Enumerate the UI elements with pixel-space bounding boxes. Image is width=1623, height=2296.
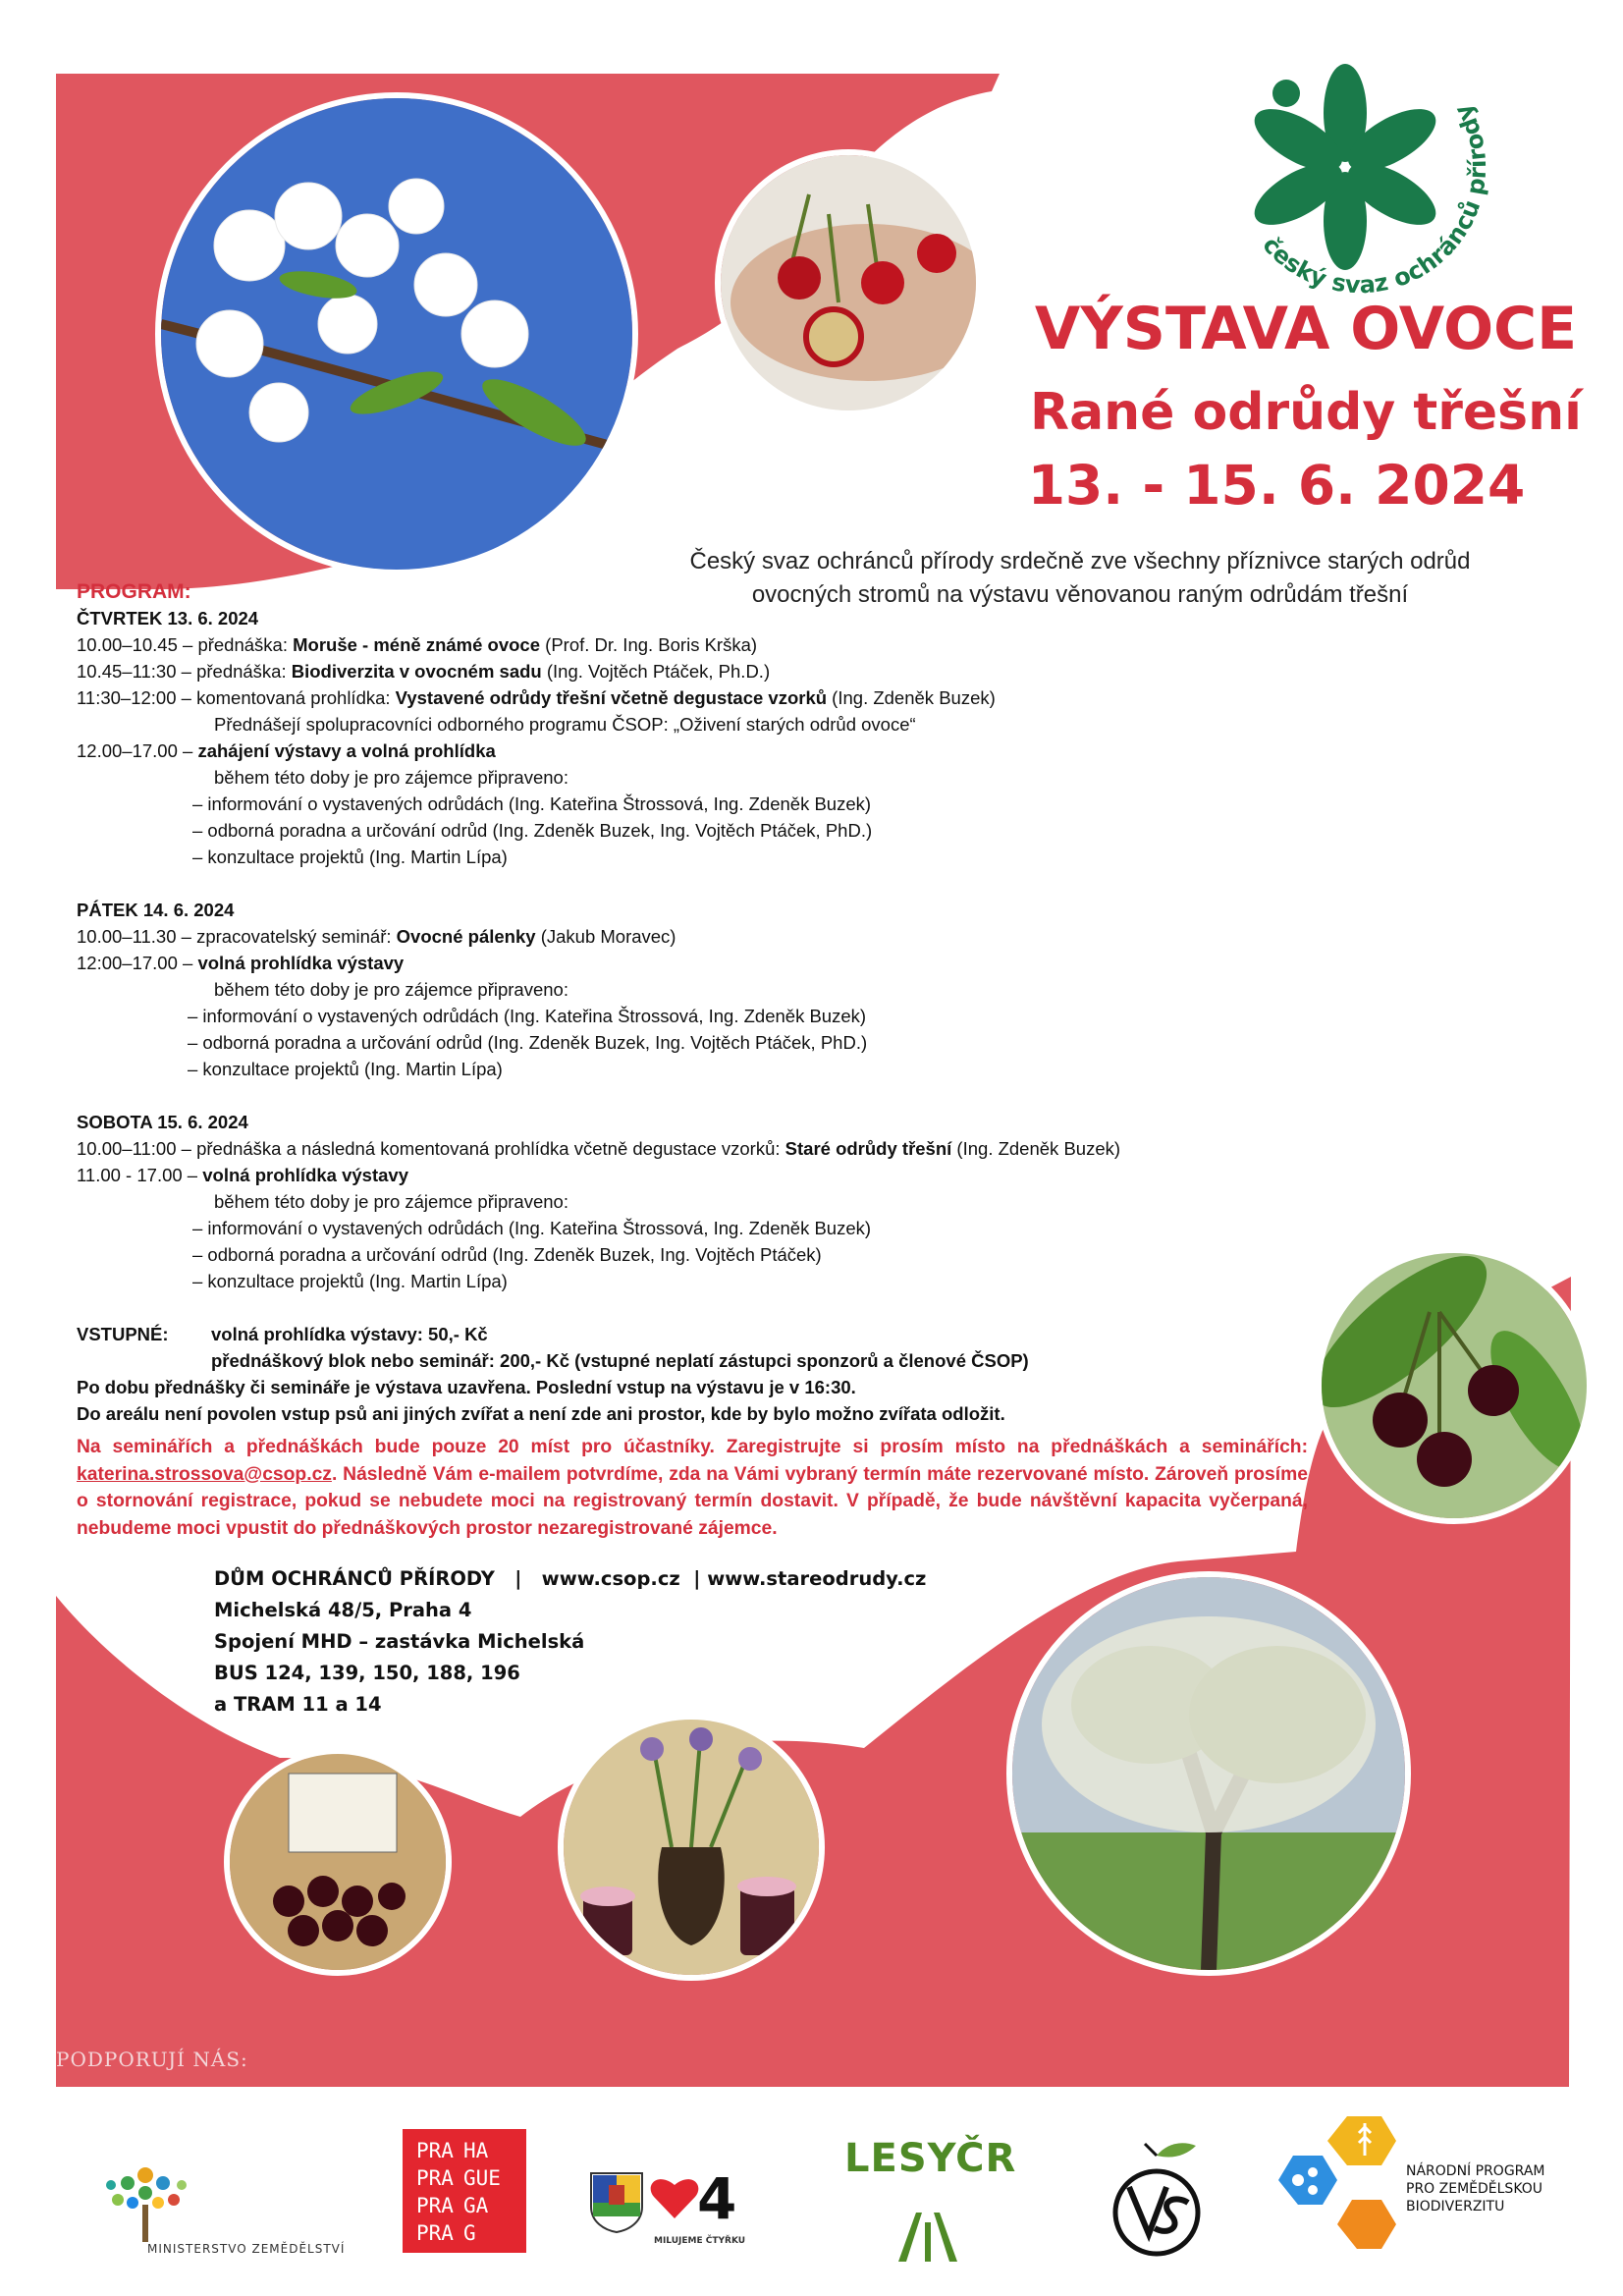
npb-line-3: BIODIVERZITU xyxy=(1406,2199,1505,2214)
cherry-tree-photo xyxy=(1006,1571,1411,1976)
saturday-sub-2: – odborná poradna a určování odrůd (Ing. Zdeněk Buzek, Ing. Vojtěch Ptáček) xyxy=(192,1244,822,1265)
praha-cell-3: PRA xyxy=(416,2166,454,2190)
intro-line-2: ovocných stromů na výstavu věnovanou raným odrůdám třešní xyxy=(751,581,1409,608)
animals-note: Do areálu není povolen vstup psů ani jiných zvířat a není zde ani prostor, kde by bylo možno zvířata odložit. xyxy=(77,1403,1005,1424)
thursday-item-2: 10.45–11:30 – přednáška: Biodiverzita v ovocném sadu (Ing. Vojtěch Ptáček, Ph.D.) xyxy=(77,661,771,682)
thursday-item-3: 11:30–12:00 – komentovaná prohlídka: Vystavené odrůdy třešní včetně degustace vzorků (Ing. Zdeněk Buzek) xyxy=(77,687,996,708)
venue-line-1: DŮM OCHRÁNCŮ PŘÍRODY | www.csop.cz | www.stareodrudy.cz xyxy=(214,1567,927,1590)
cherry-blossom-photo xyxy=(155,92,638,575)
cherry-basket-photo xyxy=(224,1748,452,1976)
thursday-day: ČTVRTEK 13. 6. 2024 xyxy=(77,608,259,629)
fee-entry: VSTUPNÉ: volná prohlídka výstavy: 50,- Kč xyxy=(77,1321,1314,1347)
thursday-item-4: 12.00–17.00 – zahájení výstavy a volná prohlídka xyxy=(77,740,496,761)
saturday-day: SOBOTA 15. 6. 2024 xyxy=(77,1112,248,1132)
event-title: VÝSTAVA OVOCE xyxy=(1034,295,1578,363)
saturday-item-1: 10.00–11:00 – přednáška a následná komentovaná prohlídka včetně degustace vzorků: Staré odrůdy třešní (Ing. Zdeněk Buzek) xyxy=(77,1138,1121,1159)
venue-line-2: Michelská 48/5, Praha 4 xyxy=(214,1599,472,1621)
thursday-prepared: během této doby je pro zájemce připraveno: xyxy=(214,767,568,788)
fee-label: VSTUPNÉ: xyxy=(77,1324,169,1344)
venue-info xyxy=(214,1563,960,1721)
sponsors-heading: PODPORUJÍ NÁS: xyxy=(56,2048,248,2071)
venue-line-5: a TRAM 11 a 14 xyxy=(214,1693,382,1716)
npb-line-2: PRO ZEMĚDĚLSKOU xyxy=(1406,2181,1542,2197)
praha-logo xyxy=(403,2129,526,2253)
thursday-note: Přednášejí spolupracovníci odborného programu ČSOP: „Oživení starých odrůd ovoce“ xyxy=(214,714,916,735)
thursday-sub-1: – informování o vystavených odrůdách (Ing. Kateřina Štrossová, Ing. Zdeněk Buzek) xyxy=(192,793,872,814)
friday-day: PÁTEK 14. 6. 2024 xyxy=(77,900,235,920)
praha-cell-5: PRA xyxy=(416,2194,454,2217)
friday-sub-3: – konzultace projektů (Ing. Martin Lípa) xyxy=(188,1059,503,1079)
praha-cell-6: GA xyxy=(463,2194,489,2217)
npb-label xyxy=(1406,2162,1544,2215)
venue-line-3: Spojení MHD – zastávka Michelská xyxy=(214,1630,585,1653)
vs-logo xyxy=(1098,2136,1216,2259)
saturday-sub-3: – konzultace projektů (Ing. Martin Lípa) xyxy=(192,1271,508,1291)
npb-line-1: NÁRODNÍ PROGRAM xyxy=(1406,2163,1545,2179)
mze-logo xyxy=(93,2156,349,2264)
praha-cell-2: HA xyxy=(463,2139,489,2162)
praha-cell-8: G xyxy=(463,2221,476,2245)
friday-item-1: 10.00–11.30 – zpracovatelský seminář: Ovocné pálenky (Jakub Moravec) xyxy=(77,926,676,947)
registration-notice: Na seminářích a přednáškách bude pouze 20 míst pro účastníky. Zaregistrujte si prosím místo na přednáškách a seminářích: katerina.strossova@csop.cz. Následně Vám e-mailem potvrdíme, zda na Vámi vybraný termín máte rezervované místo. Zároveň prosíme o stornování registrace, pokud se nebudete moci na registrovaný termín dostavit. V případě, že bude návštěvní kapacita vyčerpaná, nebudeme moci vpustit do přednáškových prostor nezaregistrované zájemce. xyxy=(77,1437,1308,1539)
saturday-item-2: 11.00 - 17.00 – volná prohlídka výstavy xyxy=(77,1165,408,1185)
saturday-prepared: během této doby je pro zájemce připraveno: xyxy=(214,1191,568,1212)
event-dates: 13. - 15. 6. 2024 xyxy=(1027,454,1526,517)
cherries-in-hand-photo xyxy=(715,149,982,416)
venue-line-4: BUS 124, 139, 150, 188, 196 xyxy=(214,1662,520,1684)
fee-lecture: přednáškový blok nebo seminář: 200,- Kč (vstupné neplatí zástupci sponzorů a členové ČSOP) xyxy=(211,1350,1029,1371)
thursday-heading xyxy=(77,605,1314,631)
thursday-item-1: 10.00–10.45 – přednáška: Moruše - méně známé ovoce (Prof. Dr. Ing. Boris Krška) xyxy=(77,634,758,655)
event-subtitle: Rané odrůdy třešní xyxy=(1030,383,1582,442)
praha4-caption: MILUJEME ČTYŘKU xyxy=(654,2236,746,2246)
praha4-logo xyxy=(589,2165,756,2254)
thursday-sub-2: – odborná poradna a určování odrůd (Ing. Zdeněk Buzek, Ing. Vojtěch Ptáček, PhD.) xyxy=(192,820,873,841)
thursday-sub-3: – konzultace projektů (Ing. Martin Lípa) xyxy=(192,847,508,867)
csop-logo xyxy=(1232,49,1497,314)
praha-cell-7: PRA xyxy=(416,2221,454,2245)
praha4-number: 4 xyxy=(697,2165,737,2232)
mze-label: MINISTERSTVO ZEMĚDĚLSTVÍ xyxy=(147,2242,346,2256)
closed-note: Po dobu přednášky či semináře je výstava uzavřena. Poslední vstup na výstavu je v 16:30. xyxy=(77,1377,856,1397)
dark-cherries-photo xyxy=(1316,1247,1593,1524)
npb-logo xyxy=(1269,2111,1583,2269)
jars-and-flowers-photo xyxy=(558,1714,825,1981)
friday-sub-1: – informování o vystavených odrůdách (Ing. Kateřina Štrossová, Ing. Zdeněk Buzek) xyxy=(188,1006,867,1026)
friday-item-2: 12:00–17.00 – volná prohlídka výstavy xyxy=(77,953,405,973)
praha-cell-4: GUE xyxy=(463,2166,501,2190)
program-section xyxy=(77,579,1314,1427)
friday-heading xyxy=(77,897,1314,923)
friday-sub-2: – odborná poradna a určování odrůd (Ing. Zdeněk Buzek, Ing. Vojtěch Ptáček, PhD.) xyxy=(188,1032,868,1053)
intro-line-1: Český svaz ochránců přírody srdečně zve všechny příznivce starých odrůd xyxy=(689,548,1471,574)
csop-logo-text: český svaz ochránců přírody xyxy=(1257,99,1492,300)
praha-cell-1: PRA xyxy=(416,2139,454,2162)
program-heading: PROGRAM: xyxy=(77,580,191,603)
saturday-heading xyxy=(77,1109,1314,1135)
friday-prepared: během této doby je pro zájemce připraveno: xyxy=(214,979,568,1000)
lesy-label: LESYČR xyxy=(844,2136,1017,2181)
registration-email-link[interactable]: katerina.strossova@csop.cz xyxy=(77,1463,332,1485)
saturday-sub-1: – informování o vystavených odrůdách (Ing. Kateřina Štrossová, Ing. Zdeněk Buzek) xyxy=(192,1218,872,1238)
lesy-cr-logo xyxy=(844,2136,1017,2264)
